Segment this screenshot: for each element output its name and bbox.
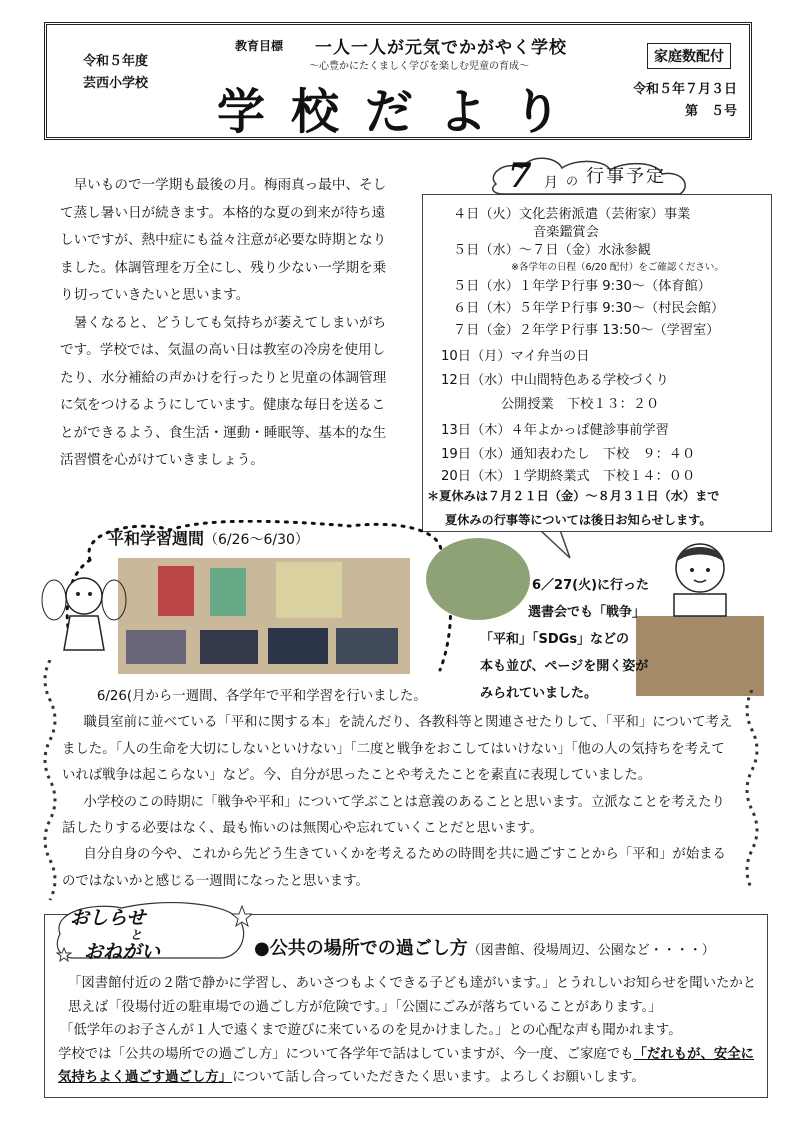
book-icon [336, 628, 398, 664]
notice-label-3: おねがい [84, 941, 161, 963]
intro-paragraph-2: 暑くなると、どうしても気持ちが萎えてしまいがちです。学校では、気温の高い日は教室の冷房を使用したり、水分補給の声かけを行ったりと児童の体調管理に気をつけるようにしています。健康な毎日を送ることができるよう、食生活・運動・睡眠等、基本的な生活習慣を心がけていきましょう。 [60, 314, 387, 468]
calendar-title [486, 154, 696, 198]
event-row: 20日（木）１学期終業式 下校１４：００ [441, 469, 696, 484]
book-icon [210, 568, 246, 616]
caption-line: 6／27(火)に行った [532, 578, 650, 593]
peace-title-text: 平和学習週間 [108, 529, 205, 548]
peace-paragraph-2: 職員室前に並べている「平和に関する本」を読んだり、各教科等と関連させたりして、「平和」について考えました。「人の生命を大切にしないといけない」「二度と戦争をおこしてはいけない」「他の人の気持ちを考えていれば戦争は起こらない」など。今、自分が思ったことや考えたことを素直に表現していました。 [62, 715, 733, 784]
event-row: ５日（水）１年学Ｐ行事 9:30～（体育館） [453, 279, 711, 294]
calendar-heading: 行事予定 [586, 166, 666, 187]
event-row: 公開授業 下校１３：２０ [501, 397, 660, 412]
calendar-no: の [566, 174, 579, 188]
event-row: ７日（金）２年学Ｐ行事 13:50～（学習室） [453, 323, 720, 338]
school-year: 令和５年度 [83, 54, 149, 69]
notice-text-2: との心配な声も聞かれます。 [508, 1023, 682, 1039]
calendar-month: 7 [508, 156, 532, 196]
notice-body [58, 972, 764, 1090]
book-icon [276, 562, 342, 618]
fairy-icon [40, 560, 130, 656]
event-row: ６日（木）５年学Ｐ行事 9:30～（村民会館） [453, 301, 725, 316]
caption-line: 本も並び、ページを開く姿が [480, 659, 649, 674]
school-name: 芸西小学校 [83, 76, 149, 91]
boy-reading-icon [664, 536, 736, 618]
newsletter-title: 学校だより [217, 84, 588, 140]
book-icon [126, 630, 186, 664]
notice-label-1: おしらせ [70, 907, 146, 929]
notice-quote-1: 「図書館付近の２階で静かに学習し、あいさつもよくできる子ども達がいます。」 [68, 976, 556, 991]
goal-label: 教育目標 [235, 39, 284, 53]
event-row: ５日（水）～７日（金）水泳参観 [453, 243, 651, 258]
event-note: ※各学年の日程（6/20 配付）をご確認ください。 [511, 262, 724, 273]
caption-line: 選書会でも「戦争」 [528, 605, 646, 620]
notice-label [62, 906, 160, 964]
caption-line: みられていました。 [480, 686, 598, 701]
event-row: 12日（水）中山間特色ある学校づくり [441, 373, 669, 388]
school-year-block [83, 51, 148, 95]
summer-break-note: ＊夏休みは７月２１日（金）～８月３１日（水）まで [427, 489, 720, 503]
issue-date: 令和５年７月３日 [633, 82, 738, 97]
event-row: 13日（木）４年よかっぱ健診事前学習 [441, 423, 669, 438]
education-goal: 一人一人が元気でかがやく学校 [315, 38, 567, 58]
notice-text-1: とうれしいお知らせを聞いたかと思えば [68, 976, 757, 1015]
book-icon [268, 628, 328, 664]
event-row: 10日（月）マイ弁当の日 [441, 349, 590, 364]
notice-heading [254, 934, 715, 960]
event-calendar [422, 194, 772, 532]
event-row: ４日（火）文化芸術派遣（芸術家）事業 [453, 207, 691, 222]
notice-text-3: 学校では「公共の場所での過ごし方」について各学年で話はしていますが、今一度、ご家庭でも [58, 1046, 634, 1062]
peace-title-dates: （6/26～6/30） [204, 532, 309, 548]
calendar-month-kanji: 月 [544, 175, 558, 191]
peace-section-title [108, 526, 309, 549]
notice-quote-3: 「低学年のお子さんが１人で遠くまで遊びに来ているのを見かけました。」 [60, 1023, 509, 1039]
event-row: 19日（水）通知表わたし 下校 ９：４０ [441, 447, 696, 462]
issue-info [633, 79, 737, 123]
decorative-border-icon [40, 660, 60, 920]
notice-label-2: と [130, 928, 143, 942]
event-row: 音楽鑑賞会 [533, 225, 599, 240]
books-photo [118, 558, 410, 674]
intro-text [60, 172, 398, 475]
book-icon [158, 566, 194, 616]
notice-title-sub: （図書館、役場周辺、公園など・・・・） [467, 943, 715, 958]
peace-body [62, 684, 734, 895]
summer-events-note: 夏休みの行事等については後日お知らせします。 [445, 513, 712, 527]
intro-paragraph-1: 早いもので一学期も最後の月。梅雨真っ最中、そして蒸し暑い日が続きます。本格的な夏の到来が待ち遠しいですが、熱中症にも益々注意が必要な時期となりました。体調管理を万全にし、残り少ない一学期を乗り切っていきたいと思います。 [60, 177, 387, 303]
peace-paragraph-1: 6/26(月から一週間、各学年で平和学習を行いました。 [96, 689, 427, 704]
goal-subtitle: ～心豊かにたくましく学びを楽しむ児童の育成～ [309, 61, 529, 72]
distribution-badge: 家庭数配付 [647, 43, 731, 69]
masthead [44, 22, 752, 140]
book-icon [200, 630, 258, 664]
peace-paragraph-3: 小学校のこの時期に「戦争や平和」について学ぶことは意義のあることと思います。立派なことを考えたり話したりする必要はなく、最も怖いのは無関心や忘れていくことだと思います。 [62, 794, 725, 837]
issue-number: 第 ５号 [685, 104, 738, 119]
notice-text-4: について話し合っていただきたく思います。よろしくお願いします。 [232, 1070, 645, 1086]
notice-quote-2: 「役場付近の駐車場での過ごし方が危険です。」「公園にごみが落ちていることがあります。」 [108, 999, 662, 1015]
caption-line: 「平和」「SDGs」などの [480, 632, 630, 647]
notice-title: ●公共の場所での過ごし方 [254, 938, 468, 959]
decorative-border-icon [742, 690, 762, 910]
notice-emphasis: 「だれもが、安全に気持ちよく過ごす過ごし方」 [58, 1046, 755, 1086]
peace-paragraph-4: 自分自身の今や、これから先どう生きていくかを考えるための時間を共に過ごすことから「平和」が始まるのではないかと感じる一週間になったと思います。 [62, 847, 726, 889]
